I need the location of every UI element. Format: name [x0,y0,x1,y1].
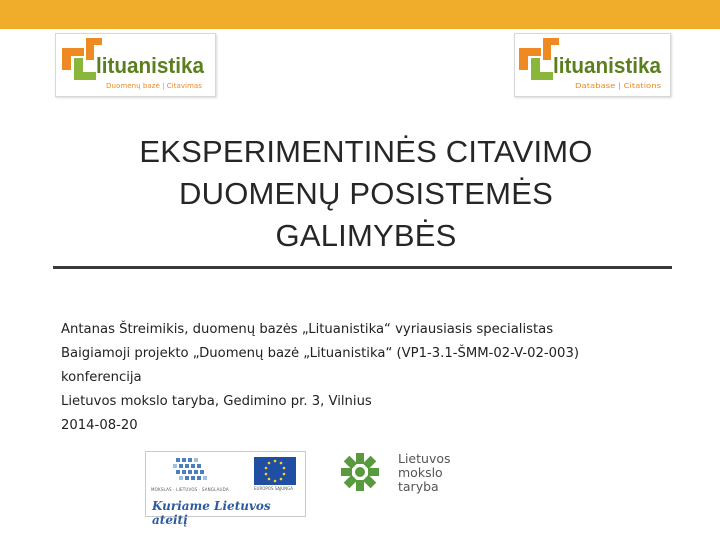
title-line: GALIMYBĖS [275,218,457,253]
body-line: konferencija [61,370,142,385]
lmt-emblem-icon [336,450,392,494]
logo-tagline: Duomenų bazė | Citavimas [106,82,203,90]
title-divider [53,266,672,269]
esf-small-text: MOKSLAS · LIETUVOS · SANGLAUDA [151,487,229,492]
logo-wordmark: lituanistika [553,53,662,78]
logo-tagline: Database | Citations [575,82,662,90]
body-line: Antanas Štreimikis, duomenų bazės „Lituanistika“ vyriausiasis specialistas [61,322,554,337]
body-line: Lietuvos mokslo taryba, Gedimino pr. 3, Vilnius [61,394,372,409]
slide-body [61,318,661,438]
logo-wordmark: lituanistika [96,53,205,78]
lituanistika-emblem-icon [515,34,672,98]
slide-title [60,131,672,257]
title-line: DUOMENŲ POSISTEMĖS [179,176,553,211]
lmt-line: mokslo [398,465,443,480]
esf-logo [145,451,306,527]
body-line: Baigiamoji projekto „Duomenų bazė „Lituanistika“ (VP1-3.1-ŠMM-02-V-02-003) [61,346,579,361]
body-line: 2014-08-20 [61,418,138,433]
top-accent-bar [0,0,720,29]
lituanistika-logo-en [514,33,671,97]
title-line: EKSPERIMENTINĖS CITAVIMO [139,134,593,169]
lituanistika-emblem-icon [56,34,217,98]
esf-slogan: Kuriame Lietuvos ateitį [152,499,271,527]
lmt-wordmark [398,452,451,494]
lituanistika-logo-lt [55,33,216,97]
eu-text: EUROPOS SĄJUNGA [254,486,293,491]
lmt-line: Lietuvos [398,451,451,466]
lmt-line: taryba [398,479,439,494]
lmt-logo [336,450,461,494]
